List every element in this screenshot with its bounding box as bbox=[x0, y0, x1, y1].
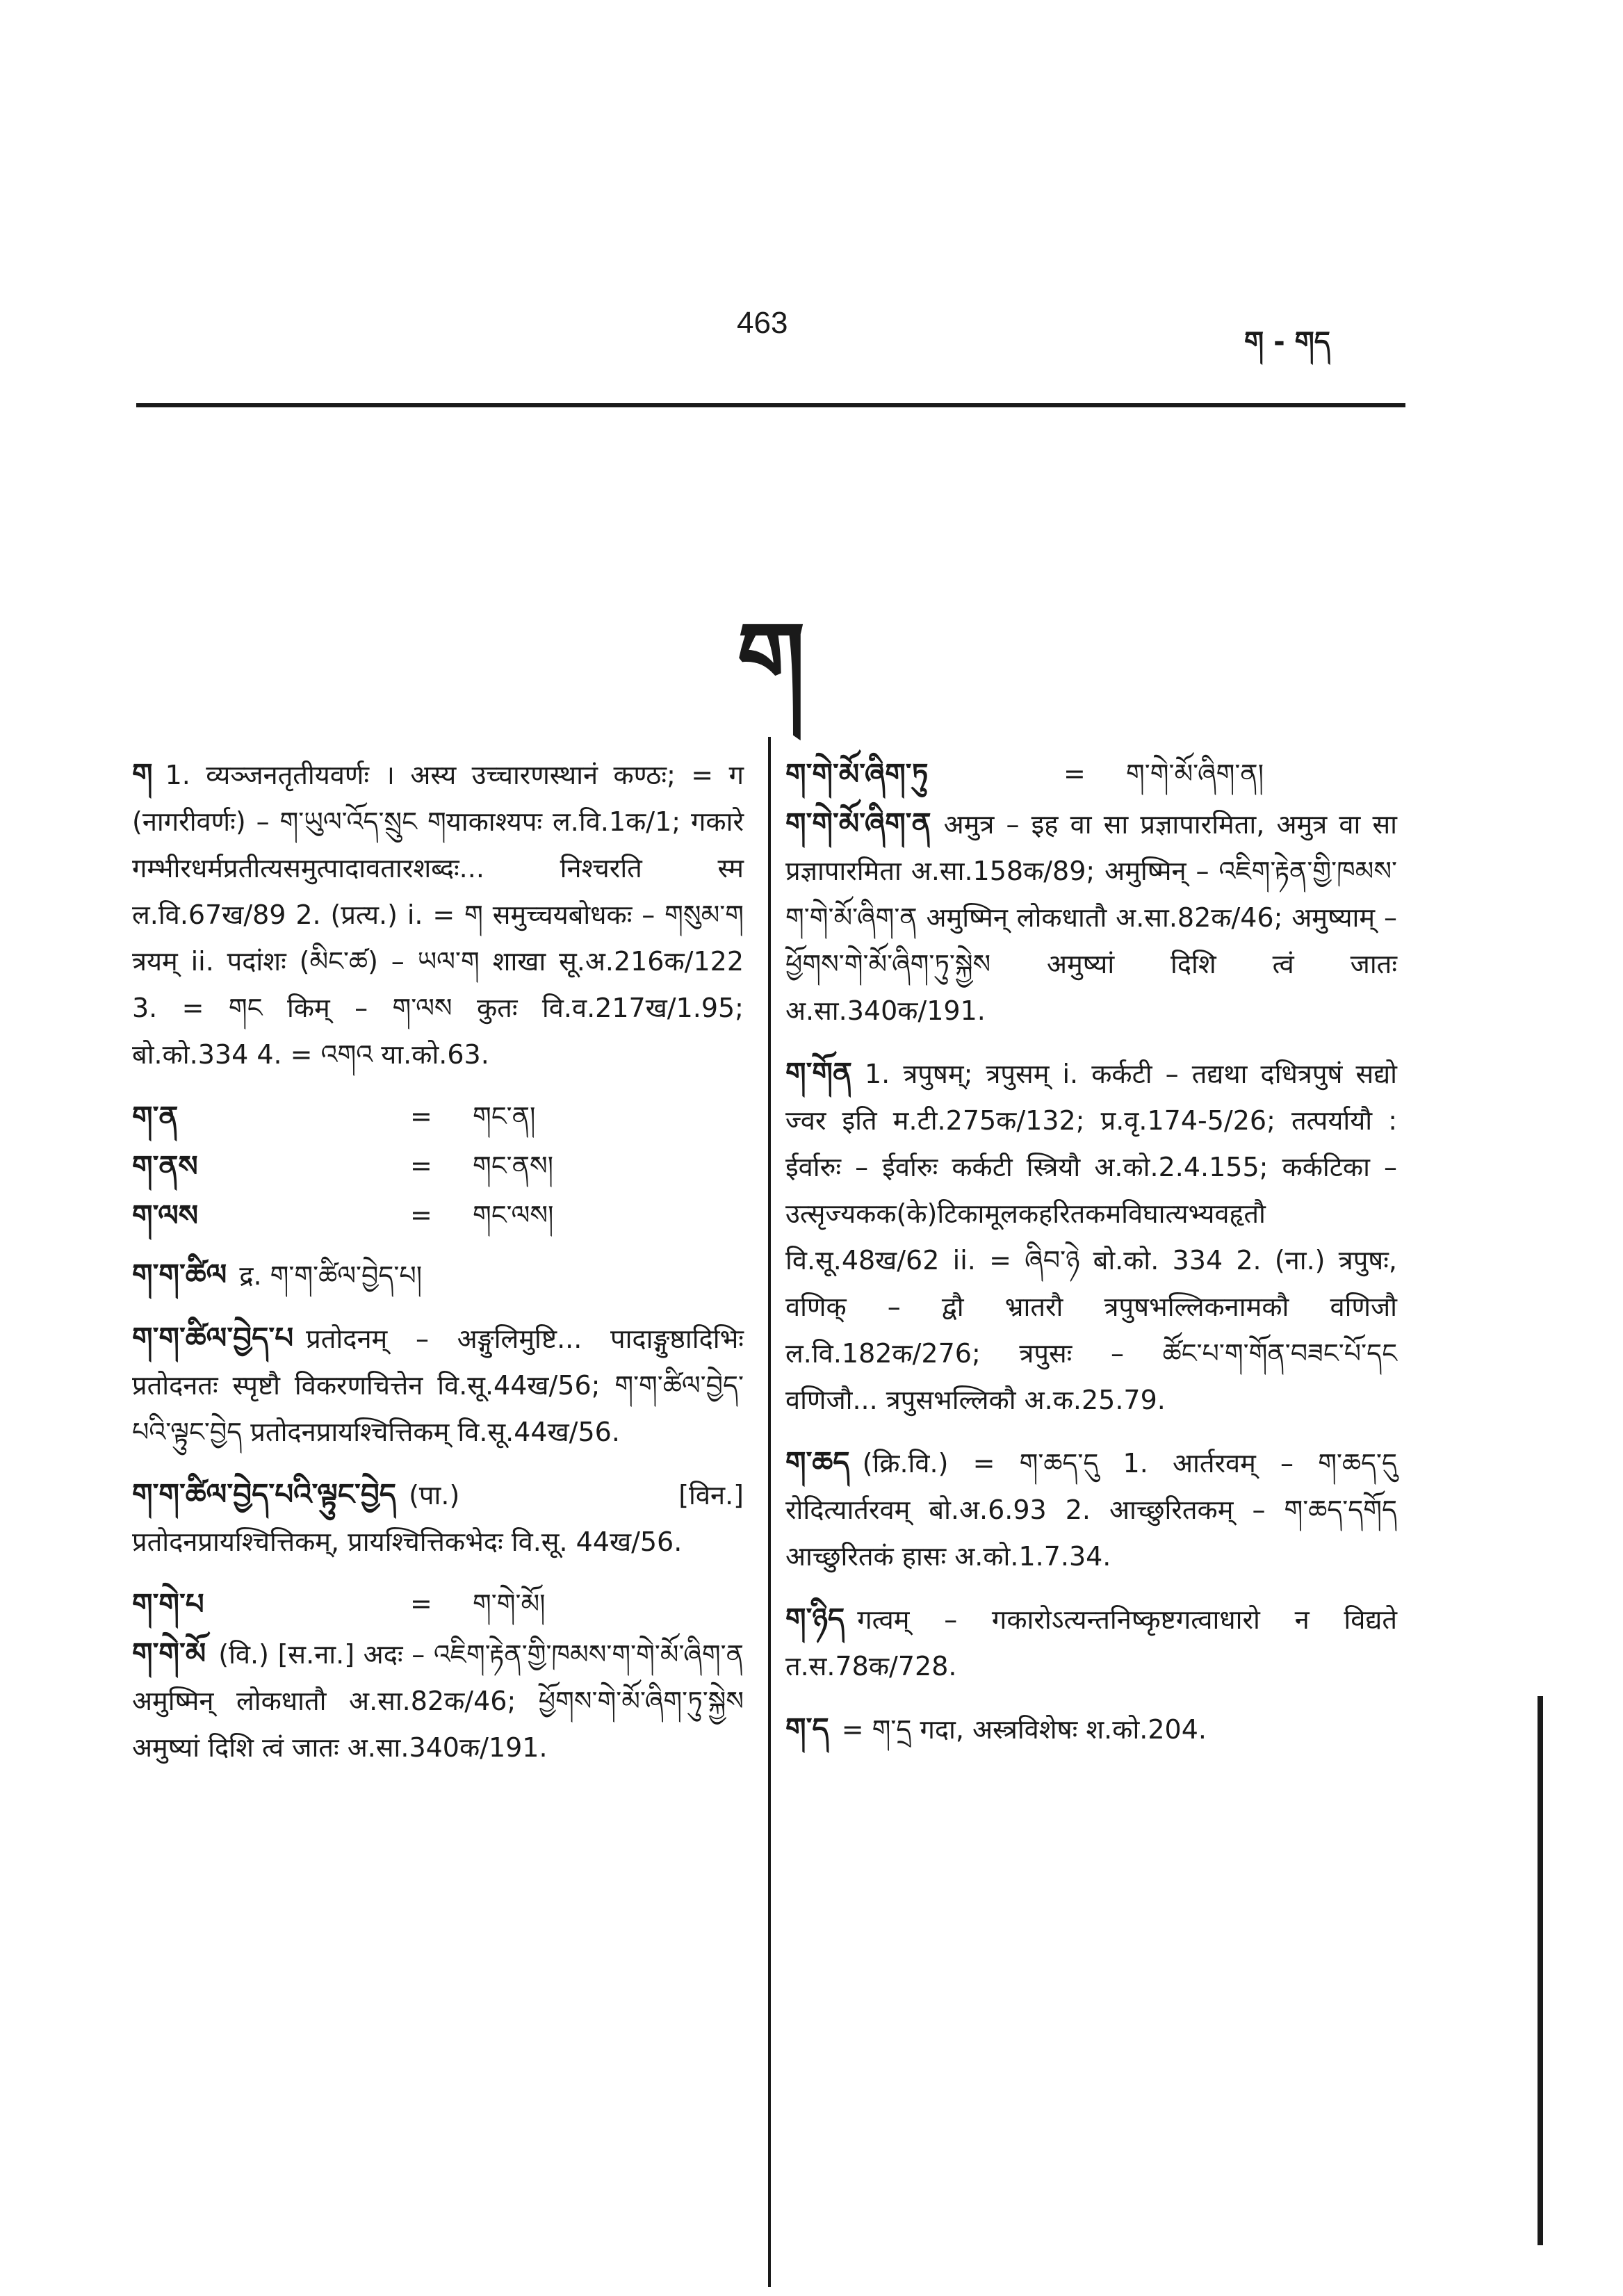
edge-mark bbox=[1538, 1696, 1543, 2245]
dictionary-entry bbox=[132, 1251, 744, 1299]
cross-reference-entry bbox=[132, 1143, 744, 1189]
entry-definition: गत्वम् – गकारोऽत्यन्तनिष्कृष्टगत्वाधारो न विद्यते त.स.78क/728. bbox=[785, 1604, 1406, 1682]
entry-headword: ག་གེ་མོ་ཞིག་ན bbox=[785, 806, 931, 840]
dictionary-entry bbox=[785, 1439, 1406, 1580]
section-letter: ག bbox=[737, 602, 806, 715]
headword-range: ག - གད bbox=[1244, 326, 1330, 358]
equals-sign: = bbox=[1063, 758, 1086, 789]
header-rule bbox=[136, 403, 1405, 407]
equals-sign: = bbox=[410, 1150, 432, 1181]
entry-reference: ག་གེ་མོ། bbox=[473, 1588, 546, 1619]
entry-definition: = ག་དྲ गदा, अस्त्रविशेषः श.को.204. bbox=[841, 1714, 1207, 1745]
dictionary-entry bbox=[132, 751, 753, 1078]
cross-reference-entry bbox=[785, 751, 1397, 797]
dictionary-entry bbox=[785, 1705, 1397, 1753]
dictionary-entry bbox=[785, 1050, 1406, 1424]
page-number: 463 bbox=[737, 306, 788, 340]
entry-reference: གང་ལས། bbox=[473, 1200, 554, 1230]
entry-headword: ག་ཉིད bbox=[785, 1602, 845, 1636]
entry-definition: (क्रि.वि.) = ག་ཆད་དུ 1. आर्तरवम् – ག་ཆད་དུ रोदित्यार्तरवम् बो.अ.6.93 2. आच्छुरितकम् – ག་ཆད་དགོད आच्छुरितकं हासः अ.को.1.7.34. bbox=[785, 1448, 1406, 1572]
cross-reference-entry bbox=[132, 1093, 744, 1140]
left-column bbox=[132, 751, 753, 1786]
dictionary-entry bbox=[132, 1630, 753, 1771]
right-column bbox=[785, 751, 1406, 1768]
dictionary-entry bbox=[785, 800, 1406, 1034]
entry-headword: ག་ནས bbox=[132, 1149, 198, 1183]
entry-headword: ག་ན bbox=[132, 1100, 179, 1134]
equals-sign: = bbox=[410, 1101, 432, 1132]
entry-definition: प्रतोदनम् – अङ्गुलिमुष्टि... पादाङ्गुष्ठादिभिः प्रतोदनतः स्पृष्टौ विकरणचित्तेन वि.सू.44ख/56; ག་ག་ཚིལ་བྱེད་པའི་ལྟུང་བྱེད प्रतोदनप्रायश्चित्तिकम् वि.सू.44ख/56. bbox=[132, 1324, 753, 1447]
entry-headword: ག་ག་ཚིལ bbox=[132, 1257, 227, 1292]
equals-sign: = bbox=[410, 1588, 432, 1619]
entry-headword: ག་ལས bbox=[132, 1198, 199, 1232]
entry-definition: (पा.) [विन.] प्रतोदनप्रायश्चित्तिकम्, प्रायश्चित्तिकभेदः वि.सू. 44ख/56. bbox=[132, 1480, 753, 1557]
cross-reference-entry bbox=[132, 1192, 744, 1239]
entry-definition: 1. त्रपुषम्; त्रपुसम् i. कर्कटी – तद्यथा दधित्रपुषं सद्यो ज्वर इति म.टी.275क/132; प्र.वृ.174-5/26; तत्पर्यायौ : ईर्वारुः – ईर्वारुः कर्कटी स्त्रियौ अ.को.2.4.155; कर्कटिका – उत्सृज्यकक(के)टिकामूलकहरितकमविघात्यभ्यवहृतौ वि.सू.48ख/62 ii. = ཞིབ་ཉེ बो.को. 334 2. (ना.) त्रपुषः, वणिक् – द्वौ भ्रातरौ त्रपुषभल्लिकनामकौ वणिजौ ल.वि.182क/276; त्रपुसः – ཚོང་པ་ག་གོན་བཟང་པོ་དང वणिजौ... त्रपुसभल्लिकौ अ.क.25.79. bbox=[785, 1059, 1406, 1415]
entry-definition: 1. व्यञ्जनतृतीयवर्णः । अस्य उच्चारणस्थानं कण्ठः; = ग (नागरीवर्णः) – ག་ཡུལ་འོད་སྲུང གयाकाश्यपः ल.वि.1क/1; गकारे गम्भीरधर्मप्रतीत्यसमुत्पादावतारशब्दः... निश्चरति स्म ल.वि.67ख/89 2. (प्रत्य.) i. = ག समुच्चयबोधकः – གསུམ་ག त्रयम् ii. पदांशः (མིང་ཚ) – ཡལ་ག शाखा सू.अ.216क/122 3. = གང किम् – ག་ལས कुतः वि.व.217ख/1.95; बो.को.334 4. = འགའ या.को.63. bbox=[132, 760, 753, 1070]
dictionary-entry bbox=[132, 1314, 753, 1456]
entry-reference: ག་གེ་མོ་ཞིག་ན། bbox=[1126, 758, 1264, 789]
entry-headword: ག་ག་ཚིལ་བྱེད་པའི་ལྟུང་བྱེད bbox=[132, 1477, 397, 1511]
entry-reference: གང་ནས། bbox=[473, 1150, 554, 1181]
entry-headword: ག་གེ་མོ bbox=[132, 1636, 206, 1670]
column-divider bbox=[768, 737, 771, 2287]
entry-headword: ག་གོན bbox=[785, 1056, 852, 1090]
equals-sign: = bbox=[410, 1200, 432, 1230]
dictionary-entry bbox=[132, 1471, 753, 1565]
entry-definition: अमुत्र – इह वा सा प्रज्ञापारमिता, अमुत्र वा सा प्रज्ञापारमिता अ.सा.158क/89; अमुष्मिन् – འཇིག་རྟེན་གྱི་ཁམས་ག་གེ་མོ་ཞིག་ན अमुष्मिन् लोकधातौ अ.सा.82क/46; अमुष्याम् – ཕྱོགས་གེ་མོ་ཞིག་ཏུ་སྐྱེས अमुष्यां दिशि त्वं जातः अ.सा.340क/191. bbox=[785, 809, 1406, 1026]
entry-headword: ག་གེ་མོ་ཞིག་ཏུ bbox=[785, 757, 929, 791]
entry-headword: ག་གེ་པ bbox=[132, 1587, 204, 1621]
entry-definition: (वि.) [स.ना.] अदः – འཇིག་རྟེན་གྱི་ཁམས་ག་གེ་མོ་ཞིག་ན अमुष्मिन् लोकधातौ अ.सा.82क/46; ཕྱོགས་གེ་མོ་ཞིག་ཏུ་སྐྱེས अमुष्यां दिशि त्वं जातः अ.सा.340क/191. bbox=[132, 1639, 753, 1763]
entry-headword: ག་ད bbox=[785, 1711, 829, 1745]
entry-headword: ག bbox=[132, 757, 153, 791]
entry-headword: ག་ག་ཚིལ་བྱེད་པ bbox=[132, 1321, 294, 1355]
cross-reference-entry bbox=[132, 1581, 744, 1627]
entry-headword: ག་ཆད bbox=[785, 1445, 850, 1479]
entry-reference: གང་ན། bbox=[473, 1101, 536, 1132]
entry-definition: द्र. ག་ག་ཚིལ་བྱེད་པ། bbox=[239, 1260, 423, 1291]
dictionary-entry bbox=[785, 1595, 1406, 1690]
